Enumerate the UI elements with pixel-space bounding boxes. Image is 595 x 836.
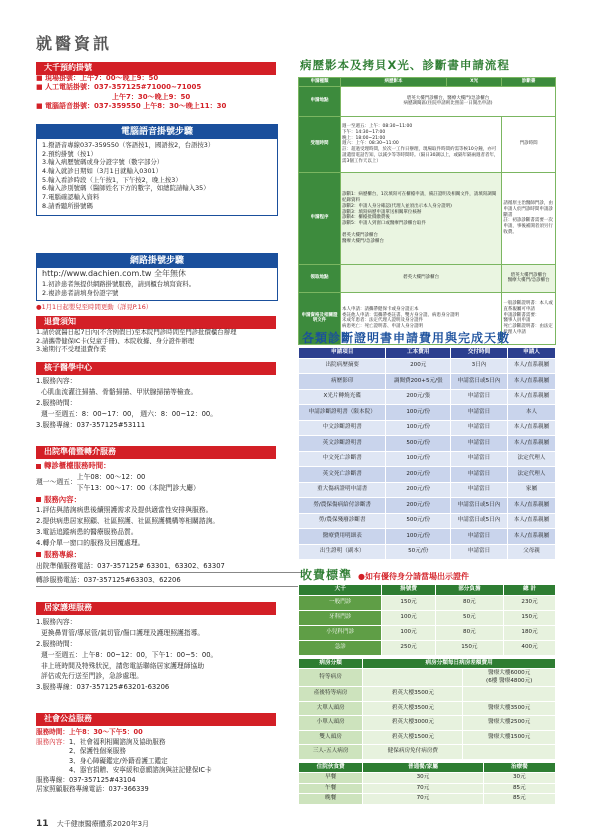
table-cell: 碧英大樓3500元	[363, 687, 463, 702]
online-note: ●1月1日起嬰兒至時間更動（詳見P.16）	[36, 303, 153, 311]
table-header: 病房分類每日病房差額費用	[363, 658, 556, 669]
table-cell: 100元/份	[386, 529, 451, 545]
list-item: 4.轉介單一窗口的服務及回覆處理。	[36, 539, 145, 548]
list-item: 4、器官捐贈、安寧緩和意願諮詢與註記健保IC卡	[68, 766, 212, 775]
table-cell: 200元/份	[386, 482, 451, 498]
list-item: 1.服務內容：	[36, 618, 77, 626]
bullet-icon	[36, 552, 41, 557]
table-row	[299, 610, 556, 625]
table-cell: 碧英大樓3500元	[363, 701, 463, 716]
list-item: 3、身心障礙鑑定/外籍看護工鑑定	[68, 756, 168, 765]
table-cell: 30元	[363, 773, 483, 784]
table-cell: 碧英大樓門診櫃台 醫療大樓門/急診櫃台	[502, 264, 556, 292]
table-cell: 調閱費200+5元/張	[386, 374, 451, 390]
reg-line: ■ 現場掛號：上午7：00～晚上9：50	[36, 74, 159, 82]
list-item: 3.逾期行不受理退費作業	[36, 345, 107, 354]
bullet-icon	[36, 464, 41, 469]
table-row	[299, 374, 556, 390]
list-item: 2.複診患者請填身份證字號	[42, 288, 119, 297]
table-cell: 50元/份	[386, 544, 451, 560]
table-row	[299, 498, 556, 514]
table-cell: 100元/份	[386, 405, 451, 421]
table-row	[299, 730, 556, 745]
table-cell: 本人/直系親屬	[508, 436, 556, 452]
section-header-home-care: 居家護理服務	[36, 602, 276, 615]
table-cell	[363, 669, 463, 687]
table-header: 住院伙食費	[299, 762, 363, 773]
table-cell: 250元	[382, 640, 435, 655]
table-cell: 申請當日	[451, 529, 508, 545]
home-care-block	[36, 617, 296, 693]
table-cell: 請循原主治醫師門診，由申請人於門診時間申請診斷書 註：初診診斷書需要一次申請，事後補開者須另行收費。	[502, 172, 556, 264]
table-cell: 100元	[382, 625, 435, 640]
table-cell: 申請當日	[451, 451, 508, 467]
table-cell: 180元	[504, 625, 556, 640]
charge-table-wrap	[298, 584, 556, 805]
list-item: 1.服務內容：	[36, 377, 77, 385]
table-cell: 中文診斷證明書	[299, 420, 386, 436]
table-cell: 大單人頭房	[299, 701, 363, 716]
list-item: 3.輸入病歷號碼或身分證字號（數字部分）	[42, 158, 164, 167]
table-row	[299, 783, 556, 794]
table-row	[299, 794, 556, 805]
table-cell: 本人/直系親屬	[508, 389, 556, 405]
list-item: 2.預約掛號（按1）	[42, 149, 97, 158]
dachien-reg-block	[36, 74, 286, 112]
list-item: 2.服務時間：	[36, 639, 77, 648]
fee-title: 各類診斷證明書申請費用與完成天數	[302, 331, 511, 345]
table-cell: 申請當日	[451, 405, 508, 421]
list-item: 2.提供病患居家照顧、社區照護、社區照護機構等相關諮詢。	[36, 517, 220, 526]
table-cell: 150元	[504, 610, 556, 625]
charge-table	[298, 584, 556, 656]
table-cell: 碧英大樓門診櫃台	[341, 264, 502, 292]
row-key: 申請程序	[299, 172, 341, 264]
flow-title: 病歷影本及拷貝X光、診斷書申請流程	[300, 58, 510, 72]
meal-table	[298, 762, 556, 805]
table-cell: 80元	[435, 595, 503, 610]
table-header: 大千	[299, 585, 382, 596]
page-number: 11	[36, 819, 49, 829]
list-item: 評估或先行送至門診，急診處理。	[41, 672, 143, 681]
charge-title-row	[300, 567, 469, 583]
table-header: 掛號費	[382, 585, 435, 596]
table-cell: 醫療費用明細表	[299, 529, 386, 545]
table-cell: 醫療大樓1500元	[463, 730, 556, 745]
list-item: 2.服務時間：	[36, 398, 77, 407]
table-row	[299, 389, 556, 405]
table-cell: 小單人頭房	[299, 716, 363, 731]
bullet-icon	[36, 497, 41, 502]
table-header: 病歷影本	[341, 78, 447, 87]
table-cell: 500元/份	[386, 513, 451, 529]
table-row	[299, 716, 556, 731]
list-item: 5.輸入看診時段（上午按1，下午按2，晚上按3）	[42, 175, 182, 184]
row-key: 申請地點	[299, 86, 341, 116]
table-row	[299, 701, 556, 716]
table-row	[299, 745, 556, 760]
social-phone2: 居家照顧服務專線電話：037-366339	[36, 785, 149, 794]
list-item: 3.服務專線：037-357125#63201-63206	[36, 683, 170, 692]
table-row	[299, 436, 556, 452]
list-item: 6.輸入診別號碼（醫師姓名下方的數字，如總院請輸入35）	[42, 184, 210, 193]
fee-table	[298, 347, 556, 560]
table-cell: 本人	[508, 405, 556, 421]
table-row	[299, 640, 556, 655]
table-row	[299, 687, 556, 702]
table-row	[299, 544, 556, 560]
table-cell: 申請當日	[451, 482, 508, 498]
table-cell: 特等病房	[299, 669, 363, 687]
section-header-discharge: 出院準備暨轉介服務	[36, 446, 276, 459]
table-row	[299, 405, 556, 421]
table-cell: 申請當日	[451, 389, 508, 405]
table-cell: 法定代理人	[508, 467, 556, 483]
refund-block	[36, 328, 296, 354]
table-cell: 雙人頭房	[299, 730, 363, 745]
table-cell: 英文診斷證明書	[299, 436, 386, 452]
table-cell: 父母親	[508, 544, 556, 560]
list-item: 4.輸入就診日期如（3月1日就輸入0301）	[42, 167, 162, 176]
table-cell: 200元/份	[386, 467, 451, 483]
table-cell: 出院病歷摘要	[299, 358, 386, 374]
social-block	[36, 728, 296, 795]
row-key: 領取地點	[299, 264, 341, 292]
table-row	[299, 482, 556, 498]
row-key: 受理時間	[299, 116, 341, 172]
table-cell: 150元	[382, 595, 435, 610]
table-cell: 產後特等病房	[299, 687, 363, 702]
table-row	[299, 669, 556, 687]
table-cell: 申請當日	[451, 467, 508, 483]
table-header: X光	[446, 78, 501, 87]
table-header: 申請人	[508, 348, 556, 359]
online-steps-box	[36, 253, 278, 301]
table-cell: 70元	[363, 783, 483, 794]
table-cell: 本人/直系親屬	[508, 529, 556, 545]
reg-line: ■ 電腦語音掛號：037-359550 上午8：30～晚上11：30	[36, 102, 227, 111]
table-cell: 重大傷病證明申請書	[299, 482, 386, 498]
table-cell: 本人/直系親屬	[508, 498, 556, 514]
social-content-label: 服務內容：	[36, 737, 69, 746]
table-cell: 50元	[435, 610, 503, 625]
table-cell	[463, 745, 556, 760]
table-header: 診斷書	[502, 78, 556, 87]
table-header: 部分負擔	[435, 585, 503, 596]
table-cell: 200元/張	[386, 389, 451, 405]
table-cell: 週一至週五：上午：08:30~11:00 下午：14:30~17:00 晚上：18:00~21:00 週六：上午：08:30~11:00 註：超過受理時間，於次一工作日辦理，現場取件時間約需等候10分鐘，亦可請遺留電話告知，以減少等等時間時。（隔日30調以上，或隔年隔兩週者者年，需3個工作天以上）	[341, 116, 502, 172]
table-cell: 100元	[382, 610, 435, 625]
table-cell: 法定代理人	[508, 451, 556, 467]
section-header-refund: 退費須知	[36, 316, 276, 329]
table-cell: 200元/份	[386, 498, 451, 514]
discharge-time2: 下午13：00～17：00（本院門診大廳）	[76, 483, 200, 492]
table-cell: 本人申請：請攜帶健保卡或身分證正本 委託他人申請：需攜帶委託書、雙方身分證、病患身分證明 未成年患者：法定代理人證明及身分證件 病患死亡：死亡證明書、申請人身分證明	[341, 292, 502, 344]
table-cell: 醫療大樓2500元	[463, 716, 556, 731]
table-cell: 本人/直系親屬	[508, 374, 556, 390]
table-cell: 本人/直系親屬	[508, 358, 556, 374]
discharge-sub3: 服務專線：	[44, 549, 81, 559]
section-header-online-steps: 網路掛號步驟	[37, 254, 277, 268]
table-cell: 申請當日或5日內	[451, 513, 508, 529]
table-cell: 病歷影印	[299, 374, 386, 390]
discharge-time1: 上午08：00～12：00	[76, 472, 146, 481]
table-cell: 勞/農保殘廢診斷書	[299, 513, 386, 529]
table-row	[299, 420, 556, 436]
table-cell: 150元	[435, 640, 503, 655]
nuclear-block	[36, 376, 286, 430]
list-item: 1.評估與諮詢病患後續照護需求及提供適當性安排與服務。	[36, 506, 213, 515]
table-cell: 英文死亡診斷書	[299, 467, 386, 483]
table-cell: 本人/直系親屬	[508, 420, 556, 436]
discharge-phone2: 轉診服務電話：037-357125#63303、62206	[36, 575, 306, 587]
table-cell: 70元	[363, 794, 483, 805]
social-phone: 服務專線：037-357125#43104	[36, 775, 136, 784]
table-cell: 85元	[483, 783, 555, 794]
table-cell: 診斷1：病歷櫃台，1次填寫可在櫃檯申請，備註證明及相關文件，請填寫調閱紀錄資料 診斷2：申請人身分確認(代理人並須出示本人身分證明) 診斷3：填寫病歷申請單送相關單位核辦 診斷4：櫃檯批價繳費後 診斷5：申請人到窗口或醫療門診櫃台取件 碧英大樓門診櫃台 醫療大樓門/急診櫃台	[341, 172, 502, 264]
table-cell: 牙科門診	[299, 610, 382, 625]
table-row	[299, 595, 556, 610]
table-cell: 小兒科門診	[299, 625, 382, 640]
table-header: 總 計	[504, 585, 556, 596]
table-cell: 勞/農保傷病給付診斷書	[299, 498, 386, 514]
table-cell: 400元	[504, 640, 556, 655]
table-cell	[463, 687, 556, 702]
section-header-nuclear: 核子醫學中心	[36, 362, 276, 375]
table-cell: 230元	[504, 595, 556, 610]
table-cell: 200元	[386, 358, 451, 374]
footer	[36, 818, 149, 830]
table-cell: 碧英大樓門診櫃台，醫療大樓門/急診櫃台 病歷調閱區(住院申請則比照前一日開出申請)	[341, 86, 556, 116]
table-cell: 碧英大樓1500元	[363, 730, 463, 745]
list-item: 1.撥語音專線037-359550（客語按1，國語按2，台語按3）	[42, 141, 215, 150]
table-cell: 申請診斷證明書（限本院）	[299, 405, 386, 421]
table-cell: 本人/直系親屬	[508, 513, 556, 529]
table-cell: 午餐	[299, 783, 363, 794]
table-header: 工本費用	[386, 348, 451, 359]
table-cell: 一般門診	[299, 595, 382, 610]
footer-text: 大千健康醫療體系2020年3月	[56, 820, 150, 828]
section-header-dachien-reg: 大千預約掛號	[36, 62, 276, 75]
table-cell: 晚餐	[299, 794, 363, 805]
fee-table-wrap	[298, 347, 556, 560]
table-row	[299, 529, 556, 545]
table-cell: 急診	[299, 640, 382, 655]
table-cell: 100元/份	[386, 420, 451, 436]
table-cell: 申請當日	[451, 544, 508, 560]
reg-line: 上午7：30～晚上9：50	[112, 92, 191, 101]
section-header-social: 社會公益服務	[36, 713, 276, 726]
voice-steps-box	[36, 124, 278, 216]
table-header: 治療餐	[483, 762, 555, 773]
table-cell: 申請當日	[451, 420, 508, 436]
table-cell: 出生證明（副本）	[299, 544, 386, 560]
discharge-phone1: 出院準備服務電話：037-357125# 63301、63302、63307	[36, 561, 306, 573]
table-cell: 醫療大樓3500元	[463, 701, 556, 716]
table-cell: 100元/份	[386, 451, 451, 467]
table-cell: 3日內	[451, 358, 508, 374]
page-title: 就醫資訊	[36, 34, 113, 53]
table-cell: 85元	[483, 794, 555, 805]
table-header: 病房分類	[299, 658, 363, 669]
list-item: 2、保護性個案服務	[68, 747, 126, 756]
list-item: 2.請攜帶健保IC卡(兒童手冊)、本院收據、身分證件辦理	[36, 336, 195, 345]
list-item: 1、社會福利相關諮詢及協助服務	[68, 737, 166, 746]
table-cell: 門診時間	[502, 116, 556, 172]
table-cell: 健保病房免付病房費	[363, 745, 463, 760]
list-item: 7.電腦確認輸入資料	[42, 192, 100, 201]
table-cell: 80元	[435, 625, 503, 640]
table-row	[299, 467, 556, 483]
table-cell: 30元	[483, 773, 555, 784]
list-item: 8.請香聽所掛號碼	[42, 201, 93, 210]
list-item: 更換鼻胃管/導尿管/氣切管/傷口護理及護理照護指導。	[41, 628, 205, 637]
table-cell: 三人-五人病房	[299, 745, 363, 760]
table-row	[299, 451, 556, 467]
list-item: 1.初診患者無提供網路掛號服務，請到櫃台填寫資料。	[42, 279, 196, 288]
table-cell: 中文死亡診斷書	[299, 451, 386, 467]
list-item: 3.服務專線：037-357125#53111	[36, 420, 146, 429]
charge-note: ●如有優待身分請當場出示證件	[358, 572, 469, 581]
table-row	[299, 773, 556, 784]
table-row	[299, 358, 556, 374]
list-item: 週一至週五：上午8：00~12：00，下午1：00~5：00。	[41, 650, 218, 659]
charge-title: 收費標準	[300, 568, 353, 582]
flow-table-wrap	[298, 77, 556, 345]
table-header: 申請種類	[299, 78, 341, 87]
list-item: 週一至週五：8：00~17：00， 週六：8：00~12：00。	[41, 409, 218, 418]
discharge-time-label: 週一～週五：	[36, 478, 77, 487]
list-item: 1.請於就醫日起7日內(不含例假日)至本院門診時間至門診批價櫃台辦理	[36, 328, 237, 336]
section-header-voice-steps: 電腦語音掛號步驟	[37, 125, 277, 139]
table-header: 交付時間	[451, 348, 508, 359]
list-item: 非上班時間及特殊狀況，請您電話聯絡居家護理師協助	[41, 661, 205, 670]
table-header: 申請項目	[299, 348, 386, 359]
table-cell: 碧英大樓3000元	[363, 716, 463, 731]
table-cell: 500元/份	[386, 436, 451, 452]
row-key: 申請資格及相關證明文件	[299, 292, 341, 344]
table-row	[299, 625, 556, 640]
discharge-sub2: 服務內容：	[44, 494, 81, 504]
table-cell: 家屬	[508, 482, 556, 498]
social-time: 服務時間：上午8：30～下午5：00	[36, 728, 143, 736]
table-cell: 一般診斷證明書：本人或直系親屬可申請 申請診斷書需要： 醫事人員申請 死亡診斷證明書：由法定代理人申請	[502, 292, 556, 344]
table-row	[299, 513, 556, 529]
reg-line: ■ 人工電話掛號：037-357125#71000~71005	[36, 83, 202, 92]
table-cell: 早餐	[299, 773, 363, 784]
table-cell: X光片轉燒光碟	[299, 389, 386, 405]
online-url[interactable]: http://www.dachien.com.tw 全年無休	[42, 269, 187, 279]
table-header: 普通餐/家屬	[363, 762, 483, 773]
table-cell: 申請當日或5日內	[451, 498, 508, 514]
table-cell: 申請當日	[451, 436, 508, 452]
flow-table	[298, 77, 556, 345]
discharge-block	[36, 460, 306, 587]
table-cell: 申請當日或5日內	[451, 374, 508, 390]
table-cell: 醫療大樓6000元 (6樓 醫療4800元)	[463, 669, 556, 687]
list-item: 3.電話追蹤病患的醫療服務品質。	[36, 528, 138, 537]
ward-table	[298, 658, 556, 760]
list-item: 心肌血流灌注掃描、骨骼掃描、甲狀腺掃描等檢查。	[41, 387, 198, 396]
discharge-sub1: 轉診櫃檯服務時間：	[44, 461, 111, 470]
